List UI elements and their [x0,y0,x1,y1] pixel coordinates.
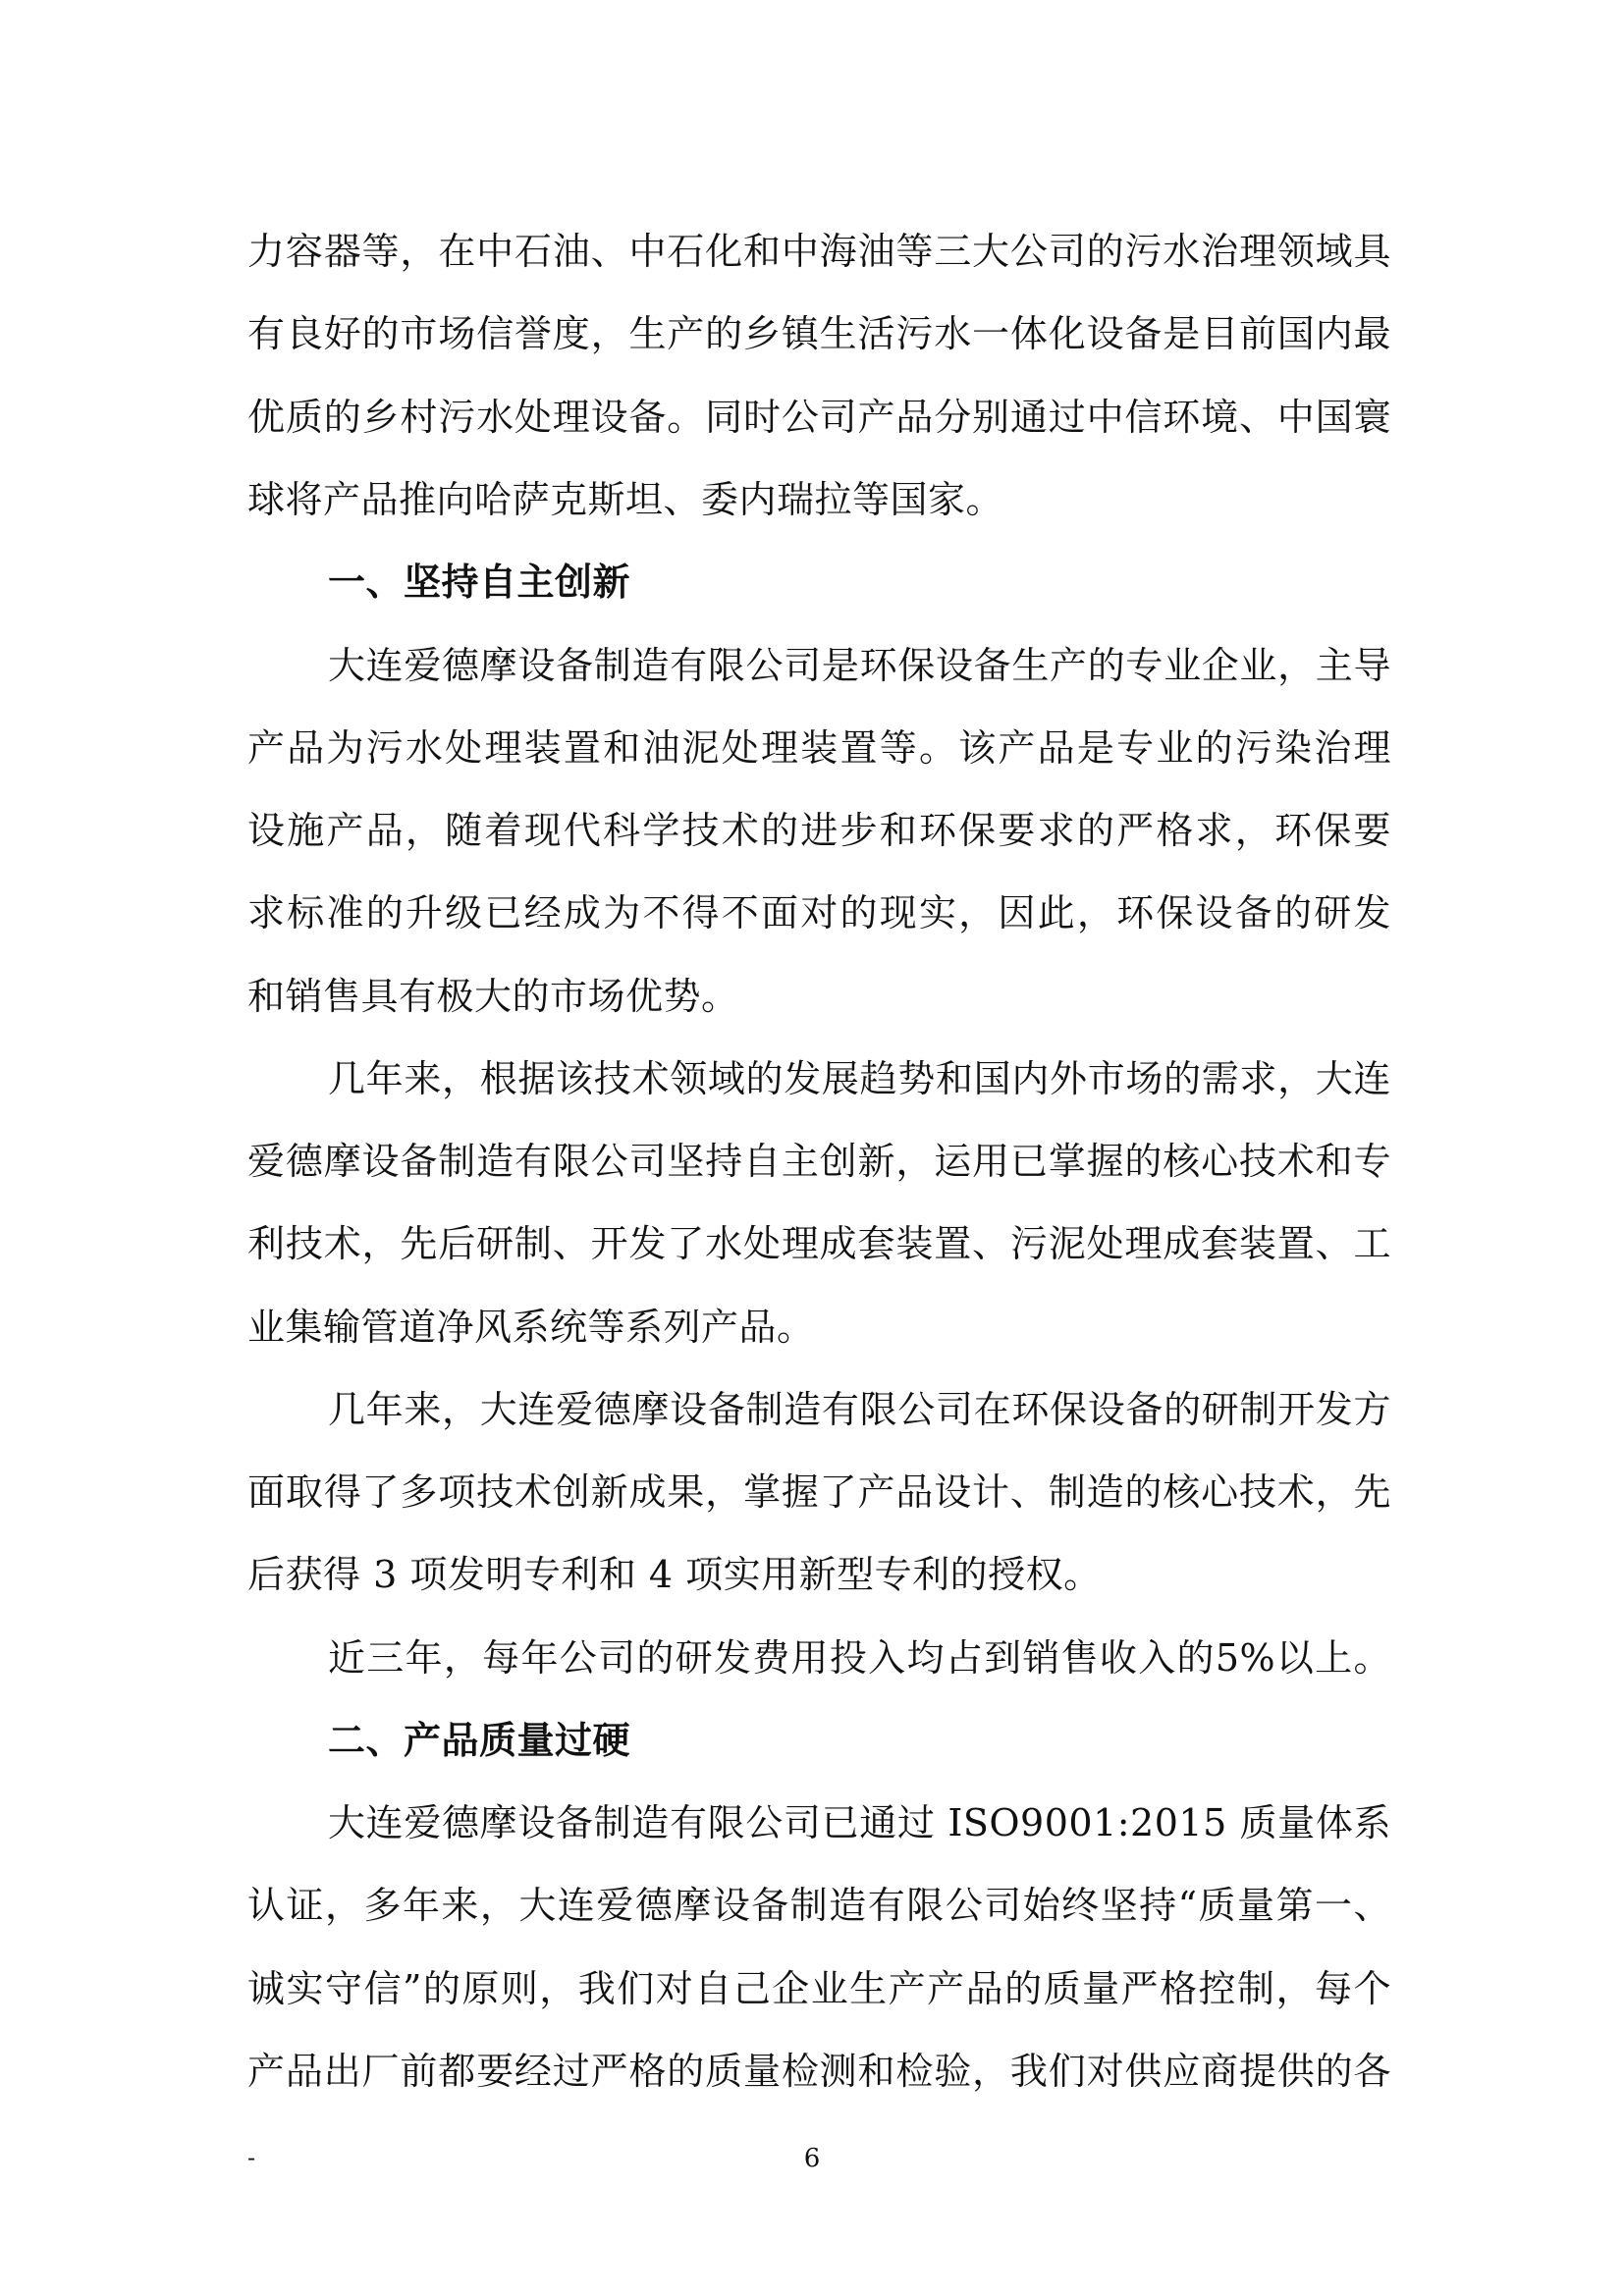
paragraph-line: 利技术，先后研制、开发了水处理成套装置、污泥处理成套装置、工 [247,1222,1391,1265]
page-number: 6 [803,2144,821,2173]
paragraph-line: 爱德摩设备制造有限公司坚持自主创新，运用已掌握的核心技术和专 [247,1140,1391,1183]
paragraph-line: 球将产品推向哈萨克斯坦、委内瑞拉等国家。 [247,478,1004,521]
paragraph-line: 优质的乡村污水处理设备。同时公司产品分别通过中信环境、中国寰 [247,396,1391,439]
paragraph-line: 设施产品，随着现代科学技术的进步和环保要求的严格求，环保要 [247,809,1391,852]
section-heading-2: 二、产品质量过硬 [328,1719,631,1762]
paragraph-line: 有良好的市场信誉度，生产的乡镇生活污水一体化设备是目前国内最 [247,312,1391,355]
paragraph-line: 力容器等，在中石油、中石化和中海油等三大公司的污水治理领域具 [247,230,1391,273]
footer-dash: - [247,2144,256,2171]
paragraph-line: 业集输管道净风系统等系列产品。 [247,1306,815,1349]
paragraph-line: 面取得了多项技术创新成果，掌握了产品设计、制造的核心技术，先 [247,1470,1391,1514]
paragraph-line: 近三年，每年公司的研发费用投入均占到销售收入的5%以上。 [328,1636,1391,1680]
paragraph-line: 求标准的升级已经成为不得不面对的现实，因此，环保设备的研发 [247,891,1391,934]
paragraph-line: 产品出厂前都要经过严格的质量检测和检验，我们对供应商提供的各 [247,2050,1391,2093]
paragraph-line: 认证，多年来，大连爱德摩设备制造有限公司始终坚持“质量第一、 [247,1884,1391,1927]
section-heading-1: 一、坚持自主创新 [328,561,631,604]
paragraph-line: 后获得 3 项发明专利和 4 项实用新型专利的授权。 [247,1553,1102,1596]
paragraph-line: 大连爱德摩设备制造有限公司已通过 ISO9001:2015 质量体系 [328,1801,1391,1844]
paragraph-line: 诚实守信”的原则，我们对自己企业生产产品的质量严格控制，每个 [247,1967,1391,2010]
paragraph-line: 产品为污水处理装置和油泥处理装置等。该产品是专业的污染治理 [247,726,1391,770]
paragraph-line: 和销售具有极大的市场优势。 [247,975,739,1018]
paragraph-line: 几年来，大连爱德摩设备制造有限公司在环保设备的研制开发方 [328,1388,1391,1431]
paragraph-line: 大连爱德摩设备制造有限公司是环保设备生产的专业企业，主导 [328,644,1391,687]
paragraph-line: 几年来，根据该技术领域的发展趋势和国内外市场的需求，大连 [328,1057,1391,1100]
